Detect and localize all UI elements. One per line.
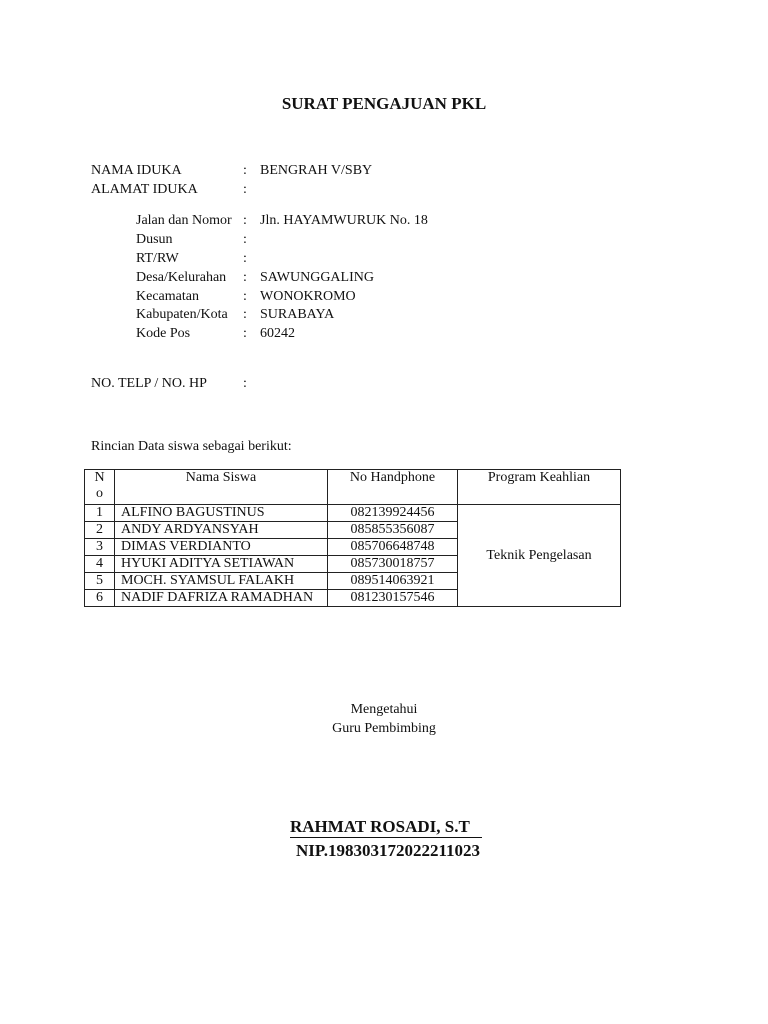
table-header-row xyxy=(85,470,621,505)
nama-iduka-value: BENGRAH V/SBY xyxy=(260,163,373,178)
jalan-label: Jalan dan Nomor xyxy=(136,213,232,228)
mengetahui-text: Mengetahui xyxy=(350,702,418,717)
nama-iduka-label: NAMA IDUKA xyxy=(91,163,182,178)
colon: : xyxy=(243,307,247,322)
row-hp: 089514063921 xyxy=(328,573,458,590)
row-hp: 082139924456 xyxy=(328,505,458,522)
document-title: SURAT PENGAJUAN PKL xyxy=(281,94,487,113)
kabupaten-label: Kabupaten/Kota xyxy=(136,307,228,322)
dusun-label: Dusun xyxy=(136,232,173,247)
signatory-name: RAHMAT ROSADI, S.T xyxy=(290,816,482,838)
kecamatan-value: WONOKROMO xyxy=(260,289,356,304)
header-nama: Nama Siswa xyxy=(115,470,328,505)
kecamatan-label: Kecamatan xyxy=(136,289,199,304)
row-nama: ALFINO BAGUSTINUS xyxy=(115,505,328,522)
colon: : xyxy=(243,182,247,197)
row-no: 3 xyxy=(85,539,115,556)
alamat-iduka-label: ALAMAT IDUKA xyxy=(91,182,198,197)
rincian-text: Rincian Data siswa sebagai berikut: xyxy=(91,439,292,454)
row-no: 5 xyxy=(85,573,115,590)
row-no: 4 xyxy=(85,556,115,573)
kodepos-value: 60242 xyxy=(260,326,295,341)
row-nama: HYUKI ADITYA SETIAWAN xyxy=(115,556,328,573)
header-hp: No Handphone xyxy=(328,470,458,505)
program-keahlian-value: Teknik Pengelasan xyxy=(458,505,621,607)
guru-pembimbing-text: Guru Pembimbing xyxy=(332,721,436,736)
table-row xyxy=(85,505,621,522)
row-hp: 081230157546 xyxy=(328,590,458,607)
header-no-line2: o xyxy=(96,486,103,501)
signatory-nip: NIP.198303172022211023 xyxy=(296,841,481,860)
row-nama: ANDY ARDYANSYAH xyxy=(115,522,328,539)
colon: : xyxy=(243,289,247,304)
student-table xyxy=(84,469,621,607)
row-hp: 085855356087 xyxy=(328,522,458,539)
telp-label: NO. TELP / NO. HP xyxy=(91,376,207,391)
desa-label: Desa/Kelurahan xyxy=(136,270,227,285)
row-no: 1 xyxy=(85,505,115,522)
row-nama: DIMAS VERDIANTO xyxy=(115,539,328,556)
row-hp: 085730018757 xyxy=(328,556,458,573)
header-no-line1: N xyxy=(94,470,105,485)
colon: : xyxy=(243,376,247,391)
row-nama: MOCH. SYAMSUL FALAKH xyxy=(115,573,328,590)
colon: : xyxy=(243,213,247,228)
jalan-value: Jln. HAYAMWURUK No. 18 xyxy=(260,213,428,228)
desa-value: SAWUNGGALING xyxy=(260,270,374,285)
kabupaten-value: SURABAYA xyxy=(260,307,335,322)
header-program: Program Keahlian xyxy=(458,470,621,505)
row-no: 6 xyxy=(85,590,115,607)
rtrw-label: RT/RW xyxy=(136,251,179,266)
row-no: 2 xyxy=(85,522,115,539)
colon: : xyxy=(243,270,247,285)
row-nama: NADIF DAFRIZA RAMADHAN xyxy=(115,590,328,607)
colon: : xyxy=(243,326,247,341)
kodepos-label: Kode Pos xyxy=(136,326,191,341)
header-no xyxy=(85,470,115,505)
row-hp: 085706648748 xyxy=(328,539,458,556)
colon: : xyxy=(243,163,247,178)
colon: : xyxy=(243,251,247,266)
colon: : xyxy=(243,232,247,247)
